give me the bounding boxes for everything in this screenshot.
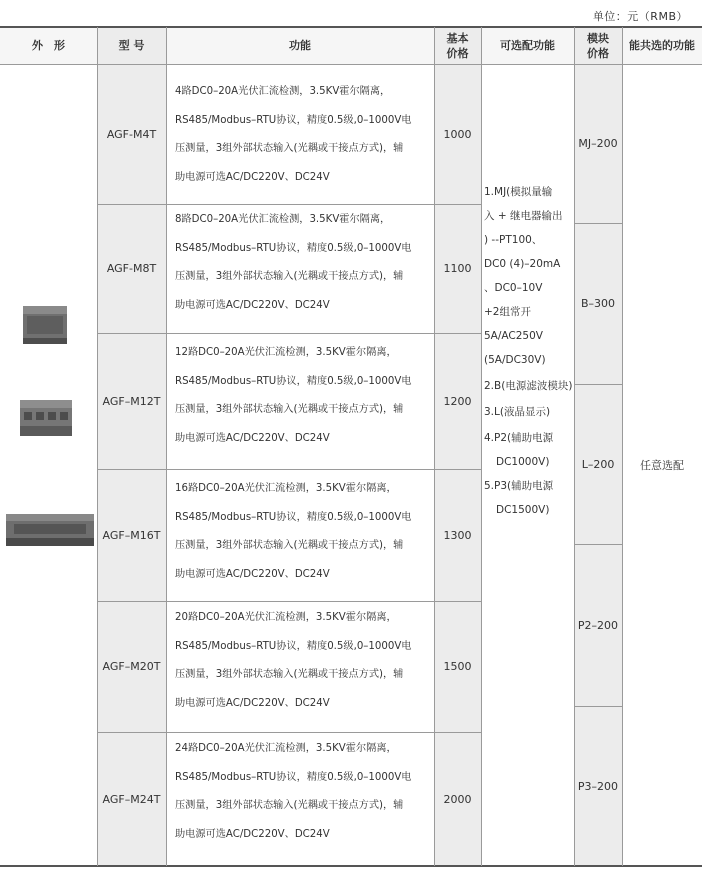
optional-feature-line: (5A/DC30V): [484, 354, 546, 366]
row-divider: [97, 204, 481, 205]
function-line: RS485/Modbus–RTU协议，精度0.5级,0–1000V电: [175, 242, 412, 254]
function-cell: [166, 732, 434, 866]
function-line: 助电源可选AC/DC220V、DC24V: [175, 432, 330, 444]
module-price-cell: B–300: [580, 297, 616, 310]
unit-label: 单位：元（RMB）: [592, 10, 688, 23]
column-divider: [166, 27, 167, 866]
header-module-price-line1: 模块: [587, 31, 609, 45]
function-line: 助电源可选AC/DC220V、DC24V: [175, 568, 330, 580]
optional-feature-line: 5A/AC250V: [484, 330, 543, 342]
function-line: RS485/Modbus–RTU协议，精度0.5级,0–1000V电: [175, 375, 412, 387]
module-divider: [574, 706, 622, 707]
row-divider: [97, 469, 481, 470]
combinable-cell: 任意选配: [640, 459, 684, 472]
function-text: [175, 604, 411, 718]
function-line: RS485/Modbus–RTU协议，精度0.5级,0–1000V电: [175, 511, 412, 523]
optional-feature-line: 4.P2(辅助电源: [484, 432, 554, 444]
optional-feature-line: 入 + 继电器输出: [484, 210, 563, 222]
header-base-price-line1: 基本: [446, 31, 469, 45]
function-line: 16路DC0–20A光伏汇流检测，3.5KV霍尔隔离，: [175, 483, 397, 494]
function-text: [175, 78, 411, 192]
module-divider: [574, 223, 622, 224]
function-line: 助电源可选AC/DC220V、DC24V: [175, 171, 330, 183]
function-line: 助电源可选AC/DC220V、DC24V: [175, 828, 330, 840]
optional-feature-line: DC0 (4)–20mA: [484, 258, 561, 270]
header-model: 型 号: [97, 27, 166, 64]
module-price-cell: L–200: [581, 457, 615, 471]
header-combinable: 能共选的功能: [622, 27, 702, 64]
function-text: [175, 206, 411, 320]
optional-feature-line: 2.B(电源滤波模块): [484, 380, 573, 392]
column-divider: [97, 27, 98, 866]
function-text: [175, 475, 411, 589]
column-divider: [481, 27, 482, 866]
function-line: 压测量，3组外部状态输入(光耦或干接点方式)，辅: [175, 271, 404, 283]
module-divider: [574, 384, 622, 385]
header-module-price-line2: 价格: [587, 46, 609, 60]
module-divider: [574, 544, 622, 545]
function-line: RS485/Modbus–RTU协议，精度0.5级,0–1000V电: [175, 640, 412, 652]
function-cell: [166, 333, 434, 469]
optional-feature-line: DC1000V): [496, 456, 550, 468]
function-cell: [166, 469, 434, 601]
model-cell: AGF-M8T: [106, 262, 157, 275]
function-line: 助电源可选AC/DC220V、DC24V: [175, 697, 330, 709]
module-price-cell: P2–200: [577, 618, 619, 632]
device-image-small: [20, 302, 70, 348]
model-cell: AGF-M4T: [106, 127, 157, 141]
optional-feature-line: 1.MJ(模拟量输: [484, 186, 553, 198]
base-price-cell: 1000: [443, 127, 472, 141]
base-price-cell: 1500: [443, 660, 472, 673]
header-bottom-border: [0, 64, 702, 65]
function-line: 压测量，3组外部状态输入(光耦或干接点方式)，辅: [175, 800, 404, 812]
function-line: 压测量，3组外部状态输入(光耦或干接点方式)，辅: [175, 669, 404, 681]
column-divider: [574, 27, 575, 866]
optional-feature-line: DC1500V): [496, 504, 550, 516]
optional-feature-line: 3.L(液晶显示): [484, 406, 551, 418]
model-cell: AGF–M12T: [102, 394, 161, 408]
row-divider: [97, 732, 481, 733]
function-line: 12路DC0–20A光伏汇流检测，3.5KV霍尔隔离，: [175, 347, 397, 358]
function-cell: [166, 64, 434, 204]
header-module-price: [574, 27, 622, 64]
function-line: 压测量，3组外部状态输入(光耦或干接点方式)，辅: [175, 404, 404, 416]
header-optional: 可选配功能: [481, 27, 574, 64]
optional-feature-line: +2组常开: [484, 306, 531, 318]
function-line: RS485/Modbus–RTU协议，精度0.5级,0–1000V电: [175, 114, 412, 126]
base-price-cell: 1200: [443, 394, 472, 408]
function-line: 24路DC0–20A光伏汇流检测，3.5KV霍尔隔离，: [175, 743, 397, 754]
base-price-cell: 2000: [443, 792, 472, 806]
function-text: [175, 339, 411, 453]
top-border: [0, 26, 702, 28]
function-line: 20路DC0–20A光伏汇流检测，3.5KV霍尔隔离，: [175, 612, 397, 623]
module-price-cell: P3–200: [577, 779, 619, 793]
base-price-cell: 1100: [443, 262, 472, 275]
row-divider: [97, 601, 481, 602]
base-price-cell: 1300: [443, 528, 472, 542]
function-line: RS485/Modbus–RTU协议，精度0.5级,0–1000V电: [175, 771, 412, 783]
optional-feature-line: 、DC0–10V: [484, 282, 543, 294]
function-cell: [166, 204, 434, 333]
header-base-price: [434, 27, 481, 64]
device-image-large: [4, 510, 96, 550]
model-cell: AGF–M24T: [102, 792, 161, 806]
column-divider: [622, 27, 623, 866]
optional-feature-line: ) --PT100、: [484, 234, 543, 246]
function-line: 压测量，3组外部状态输入(光耦或干接点方式)，辅: [175, 540, 404, 552]
function-text: [175, 735, 411, 849]
model-cell: AGF–M16T: [102, 528, 161, 542]
header-appearance: 外 形: [0, 27, 97, 64]
function-line: 4路DC0–20A光伏汇流检测，3.5KV霍尔隔离，: [175, 86, 391, 97]
module-price-cell: MJ–200: [578, 137, 618, 150]
optional-feature-line: 5.P3(辅助电源: [484, 480, 554, 492]
function-line: 助电源可选AC/DC220V、DC24V: [175, 299, 330, 311]
model-cell: AGF–M20T: [102, 660, 161, 673]
function-line: 8路DC0–20A光伏汇流检测，3.5KV霍尔隔离，: [175, 214, 391, 225]
optional-features-cell: [481, 64, 574, 866]
header-function: 功能: [166, 27, 434, 64]
function-line: 压测量，3组外部状态输入(光耦或干接点方式)，辅: [175, 143, 404, 155]
device-image-medium: [18, 396, 74, 440]
row-divider: [97, 333, 481, 334]
header-base-price-line2: 价格: [446, 46, 469, 60]
function-cell: [166, 601, 434, 732]
column-divider: [434, 27, 435, 866]
bottom-border: [0, 865, 702, 867]
